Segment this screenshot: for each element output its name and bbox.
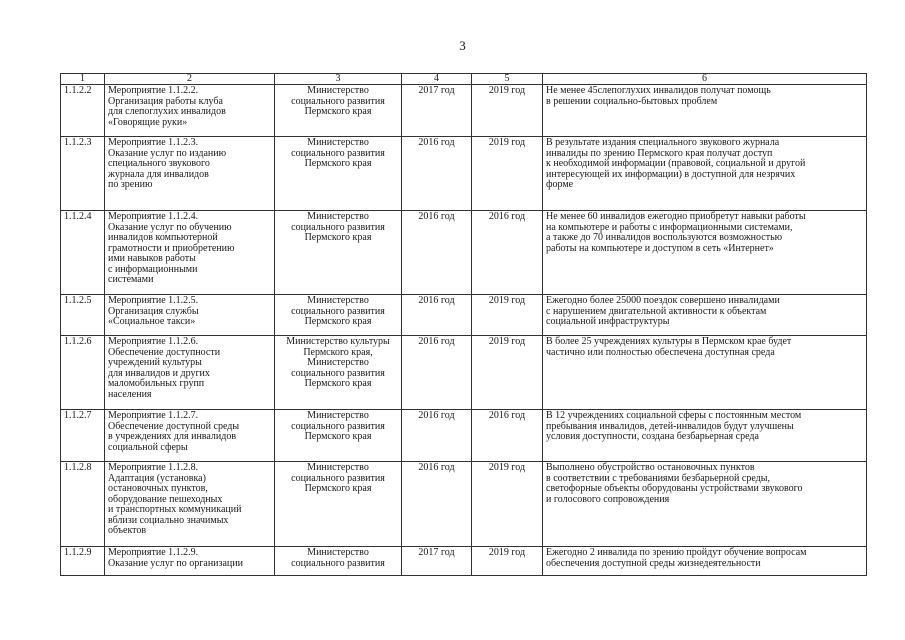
end-year-cell: 2019 год	[472, 336, 543, 410]
start-year-cell: 2016 год	[402, 211, 472, 295]
executor-cell-line: социального развития	[291, 221, 385, 233]
executor-cell-line: Министерство	[307, 410, 369, 421]
event-cell-line: в учреждениях для инвалидов	[108, 431, 237, 442]
result-cell	[543, 85, 867, 137]
event-cell-line: «Говорящие руки»	[108, 116, 188, 128]
row-number: 1.1.2.2	[61, 85, 105, 137]
result-cell-line: в соответствии с требованиями безбарьерной среды,	[546, 472, 770, 484]
result-cell-line: форме	[546, 179, 574, 190]
event-cell-line: Организация службы	[108, 305, 199, 317]
event-cell-line: остановочных пунктов,	[108, 483, 208, 494]
event-cell-line: Мероприятие 1.1.2.9.	[108, 547, 199, 558]
header-col-5: 5	[472, 74, 543, 85]
executor-cell-line: социального развития	[291, 367, 385, 379]
table-body	[61, 85, 867, 576]
start-year-cell: 2017 год	[402, 547, 472, 576]
result-cell-line: работы на компьютере и доступом в сеть «Интернет»	[546, 242, 774, 254]
row-number: 1.1.2.8	[61, 462, 105, 547]
event-cell-line: вблизи социально значимых	[108, 514, 229, 526]
event-cell-line: маломобильных групп	[108, 378, 205, 389]
result-cell-line: на компьютере и работы с информационными системами,	[546, 221, 793, 233]
event-cell	[105, 462, 275, 547]
result-cell	[543, 462, 867, 547]
result-cell-line: В результате издания специального звукового журнала	[546, 137, 780, 148]
end-year-cell: 2019 год	[472, 295, 543, 336]
table-row	[61, 295, 867, 336]
event-cell	[105, 211, 275, 295]
event-cell-line: Мероприятие 1.1.2.2.	[108, 85, 199, 96]
result-cell-line: пребывания инвалидов, детей-инвалидов будут улучшены	[546, 420, 794, 432]
event-cell-line: журнала для инвалидов	[108, 168, 209, 180]
result-cell-line: и голосового сопровождения	[546, 493, 670, 505]
result-cell-line: Не менее 60 инвалидов ежегодно приобретут навыки работы	[546, 211, 806, 222]
end-year-cell: 2019 год	[472, 547, 543, 576]
executor-cell-line: социального развития	[291, 557, 385, 569]
executor-cell	[275, 295, 402, 336]
event-cell-line: учреждений культуры	[108, 357, 202, 368]
header-col-2: 2	[105, 74, 275, 85]
executor-cell-line: социального развития	[291, 95, 385, 107]
executor-cell-line: Министерство	[307, 85, 369, 96]
page-number: 3	[459, 38, 466, 53]
header-col-6: 6	[543, 74, 867, 85]
event-cell-line: объектов	[108, 525, 147, 536]
end-year-cell: 2019 год	[472, 462, 543, 547]
event-cell-line: Обеспечение доступности	[108, 346, 221, 358]
row-number: 1.1.2.5	[61, 295, 105, 336]
result-cell-line: Выполнено обустройство остановочных пунктов	[546, 462, 755, 473]
event-cell-line: Мероприятие 1.1.2.4.	[108, 211, 199, 222]
start-year-cell: 2016 год	[402, 410, 472, 462]
result-cell-line: интересующей их информации) в доступной для незрячих	[546, 168, 796, 180]
executor-cell-line: Министерство	[307, 547, 369, 558]
executor-cell	[275, 336, 402, 410]
table-row	[61, 547, 867, 576]
event-cell-line: для инвалидов и других	[108, 367, 210, 379]
result-cell-line: социальной инфраструктуры	[546, 316, 670, 327]
result-cell-line: светофорные объекты оборудованы устройствами звукового	[546, 483, 803, 494]
executor-cell-line: Министерство	[307, 137, 369, 148]
event-cell-line: Оказание услуг по обучению	[108, 221, 232, 233]
executor-cell	[275, 211, 402, 295]
header-col-1: 1	[61, 74, 105, 85]
table-row	[61, 211, 867, 295]
result-cell-line: к необходимой информации (правовой, социальной и другой	[546, 158, 806, 169]
event-cell-line: социальной сферы	[108, 441, 188, 453]
event-cell-line: по зрению	[108, 179, 153, 190]
event-cell-line: Оказание услуг по организации	[108, 557, 243, 569]
table-row	[61, 137, 867, 211]
executor-cell	[275, 462, 402, 547]
executor-cell-line: Министерство культуры	[286, 336, 390, 347]
header-col-3: 3	[275, 74, 402, 85]
executor-cell-line: социального развития	[291, 420, 385, 432]
row-number: 1.1.2.6	[61, 336, 105, 410]
row-number: 1.1.2.7	[61, 410, 105, 462]
executor-cell-line: Министерство	[307, 462, 369, 473]
result-cell-line: обеспечения доступной среды жизнедеятельности	[546, 557, 761, 569]
event-cell-line: Мероприятие 1.1.2.8.	[108, 462, 199, 473]
table-header	[61, 74, 867, 85]
result-cell	[543, 336, 867, 410]
event-cell-line: Мероприятие 1.1.2.6.	[108, 336, 199, 347]
result-cell	[543, 295, 867, 336]
table-row	[61, 336, 867, 410]
event-cell-line: грамотности и приобретению	[108, 242, 235, 254]
result-cell-line: условия доступности, создана безбарьерная среда	[546, 431, 759, 442]
result-cell	[543, 137, 867, 211]
event-cell-line: ими навыков работы	[108, 253, 196, 264]
end-year-cell: 2019 год	[472, 137, 543, 211]
event-cell	[105, 85, 275, 137]
result-cell-line: Ежегодно 2 инвалида по зрению пройдут обучение вопросам	[546, 547, 807, 558]
row-number: 1.1.2.3	[61, 137, 105, 211]
event-cell-line: Мероприятие 1.1.2.3.	[108, 137, 199, 148]
event-cell-line: Мероприятие 1.1.2.7.	[108, 410, 199, 421]
start-year-cell: 2017 год	[402, 85, 472, 137]
start-year-cell: 2016 год	[402, 295, 472, 336]
result-cell-line: В 12 учреждениях социальной сферы с постоянным местом	[546, 410, 802, 421]
event-cell-line: «Социальное такси»	[108, 316, 196, 327]
table-row	[61, 462, 867, 547]
result-cell-line: частично или полностью обеспечена доступная среда	[546, 346, 775, 358]
header-row	[61, 74, 867, 85]
executor-cell-line: Пермского края	[304, 232, 372, 243]
result-cell-line: в решении социально-бытовых проблем	[546, 95, 718, 107]
event-cell-line: специального звукового	[108, 158, 210, 169]
executor-cell	[275, 137, 402, 211]
event-cell-line: Оказание услуг по изданию	[108, 147, 227, 159]
end-year-cell: 2016 год	[472, 211, 543, 295]
result-cell-line: инвалиды по зрению Пермского края получат доступ	[546, 147, 773, 159]
executor-cell-line: Пермского края	[304, 431, 372, 442]
executor-cell-line: Пермского края	[304, 158, 372, 169]
end-year-cell: 2016 год	[472, 410, 543, 462]
result-cell-line: с нарушением двигательной активности к объектам	[546, 305, 767, 317]
row-number: 1.1.2.9	[61, 547, 105, 576]
event-cell-line: оборудование пешеходных	[108, 493, 223, 505]
executor-cell-line: социального развития	[291, 305, 385, 317]
result-cell	[543, 547, 867, 576]
executor-cell-line: Министерство	[307, 357, 369, 368]
executor-cell-line: Пермского края	[304, 106, 372, 117]
event-cell	[105, 547, 275, 576]
result-cell-line: Ежегодно более 25000 поездок совершено инвалидами	[546, 295, 780, 306]
event-cell-line: для слепоглухих инвалидов	[108, 106, 226, 117]
event-cell-line: и транспортных коммуникаций	[108, 504, 242, 515]
event-cell	[105, 336, 275, 410]
result-cell	[543, 410, 867, 462]
executor-cell-line: Пермского края,	[303, 346, 373, 358]
event-cell-line: Организация работы клуба	[108, 95, 223, 107]
executor-cell-line: социального развития	[291, 472, 385, 484]
event-cell	[105, 410, 275, 462]
executor-cell-line: социального развития	[291, 147, 385, 159]
events-table	[60, 73, 867, 576]
event-cell-line: населения	[108, 388, 152, 400]
row-number: 1.1.2.4	[61, 211, 105, 295]
event-cell-line: с информационными	[108, 263, 198, 275]
event-cell-line: Адаптация (установка)	[108, 472, 206, 484]
table-row	[61, 410, 867, 462]
executor-cell-line: Пермского края	[304, 316, 372, 327]
table-row	[61, 85, 867, 137]
executor-cell	[275, 85, 402, 137]
result-cell-line: Не менее 45слепоглухих инвалидов получат помощь	[546, 85, 771, 96]
start-year-cell: 2016 год	[402, 336, 472, 410]
event-cell-line: системами	[108, 274, 154, 285]
executor-cell-line: Министерство	[307, 211, 369, 222]
event-cell	[105, 137, 275, 211]
executor-cell-line: Пермского края	[304, 378, 372, 389]
start-year-cell: 2016 год	[402, 462, 472, 547]
executor-cell	[275, 410, 402, 462]
result-cell-line: а также до 70 инвалидов воспользуются возможностью	[546, 232, 783, 243]
event-cell-line: инвалидов компьютерной	[108, 232, 218, 243]
executor-cell-line: Пермского края	[304, 483, 372, 494]
start-year-cell: 2016 год	[402, 137, 472, 211]
event-cell-line: Обеспечение доступной среды	[108, 420, 240, 432]
result-cell-line: В более 25 учреждениях культуры в Пермском крае будет	[546, 336, 792, 347]
event-cell-line: Мероприятие 1.1.2.5.	[108, 295, 199, 306]
executor-cell-line: Министерство	[307, 295, 369, 306]
result-cell	[543, 211, 867, 295]
executor-cell	[275, 547, 402, 576]
event-cell	[105, 295, 275, 336]
header-col-4: 4	[402, 74, 472, 85]
end-year-cell: 2019 год	[472, 85, 543, 137]
